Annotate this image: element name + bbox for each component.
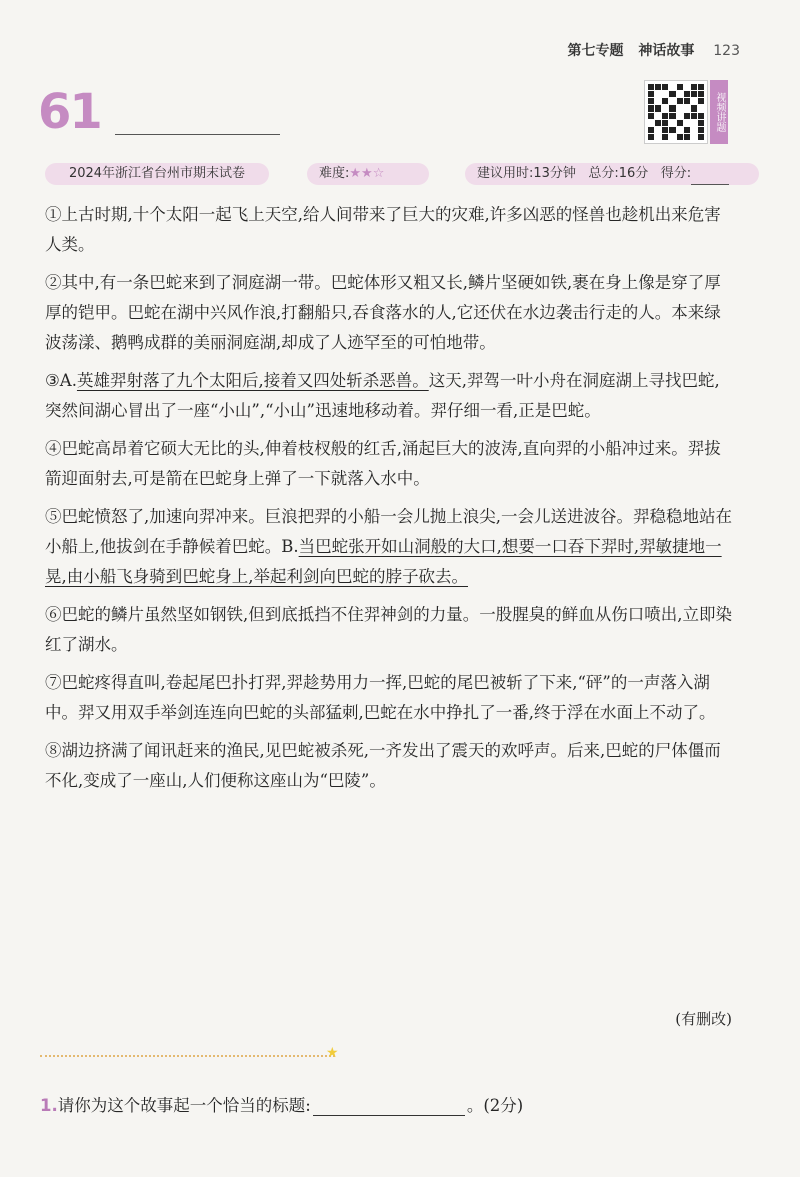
story-paragraph: [45, 600, 735, 660]
story-body: [45, 200, 735, 804]
underlined-sentence: 英雄羿射落了九个太阳后,接着又四处斩杀恶兽。: [76, 371, 429, 390]
paragraph-text: ④巴蛇高昂着它硕大无比的头,伸着枝杈般的红舌,涌起巨大的波涛,直向羿的小船冲过来。羿拔箭迎面射去,可是箭在巴蛇身上弹了一下就落入水中。: [45, 439, 721, 488]
paragraph-text: ③A.: [45, 371, 77, 390]
paragraph-text: ⑧湖边挤满了闻讯赶来的渔民,见巴蛇被杀死,一齐发出了震天的欢呼声。后来,巴蛇的尸体僵而不化,变成了一座山,人们便称这座山为“巴陵”。: [45, 741, 721, 790]
question-1: [40, 1092, 523, 1116]
score-label: 得分:: [660, 166, 692, 181]
story-paragraph: [45, 502, 735, 592]
page-header: [558, 40, 740, 60]
difficulty-stars: ★★☆: [349, 166, 385, 181]
info-bar: [45, 163, 735, 185]
section-divider: [40, 1055, 335, 1057]
score-blank[interactable]: [691, 170, 729, 185]
story-paragraph: [45, 366, 735, 426]
topic-label: 神话故事: [638, 43, 695, 59]
story-paragraph: [45, 668, 735, 728]
paragraph-text: 这天,羿驾一叶小舟在洞庭湖上寻找巴蛇,突然间湖心冒出了一座“小山”,“小山”迅速地移动着。羿仔细一看,正是巴蛇。: [45, 371, 720, 420]
paragraph-text: ⑤巴蛇愤怒了,加速向羿冲来。巨浪把羿的小船一会儿抛上浪尖,一会儿送进波谷。羿稳稳地站在小船上,他拔剑在手静候着巴蛇。B.: [45, 507, 732, 556]
question-text: 请你为这个故事起一个恰当的标题:: [57, 1096, 311, 1115]
story-paragraph: [45, 200, 735, 260]
paragraph-text: ①上古时期,十个太阳一起飞上天空,给人间带来了巨大的灾难,许多凶恶的怪兽也趁机出来危害人类。: [45, 205, 721, 254]
source-pill: 2024年浙江省台州市期末试卷: [45, 163, 269, 185]
total-score: 总分:16分: [588, 166, 649, 181]
title-blank-line: [115, 134, 280, 135]
star-icon: ★: [326, 1045, 339, 1061]
difficulty-pill: [307, 163, 429, 185]
story-paragraph: [45, 268, 735, 358]
credit-note: (有删改): [675, 1010, 732, 1028]
section-label: 第七专题: [567, 43, 624, 59]
answer-blank[interactable]: [313, 1099, 465, 1116]
underlined-sentence: 当巴蛇张开如山洞般的大口,想要一口吞下羿时,羿敏捷地一晃,由小船飞身骑到巴蛇身上,举起利剑向巴蛇的脖子砍去。: [45, 537, 722, 586]
qr-code-icon[interactable]: [644, 80, 708, 144]
meta-pill: [465, 163, 759, 185]
paragraph-text: ⑥巴蛇的鳞片虽然坚如钢铁,但到底抵挡不住羿神剑的力量。一股腥臭的鲜血从伤口喷出,立即染红了湖水。: [45, 605, 732, 654]
story-paragraph: [45, 736, 735, 796]
suggested-time: 建议用时:13分钟: [477, 166, 576, 181]
page-number: 123: [713, 43, 740, 59]
paragraph-text: ②其中,有一条巴蛇来到了洞庭湖一带。巴蛇体形又粗又长,鳞片坚硬如铁,裹在身上像是穿了厚厚的铠甲。巴蛇在湖中兴风作浪,打翻船只,吞食落水的人,它还伏在水边袭击行走的人。本来绿波荡漾、鹅鸭成群的美丽洞庭湖,却成了人迹罕至的可怕地带。: [45, 273, 721, 352]
question-tail: 。(2分): [466, 1096, 524, 1115]
difficulty-label: 难度:: [319, 166, 350, 181]
video-explain-tag[interactable]: 视频讲题: [710, 80, 728, 144]
exercise-number: 61: [38, 84, 101, 140]
question-number: 1.: [40, 1096, 58, 1115]
story-paragraph: [45, 434, 735, 494]
paragraph-text: ⑦巴蛇疼得直叫,卷起尾巴扑打羿,羿趁势用力一挥,巴蛇的尾巴被斩了下来,“砰”的一声落入湖中。羿又用双手举剑连连向巴蛇的头部猛刺,巴蛇在水中挣扎了一番,终于浮在水面上不动了。: [45, 673, 716, 722]
